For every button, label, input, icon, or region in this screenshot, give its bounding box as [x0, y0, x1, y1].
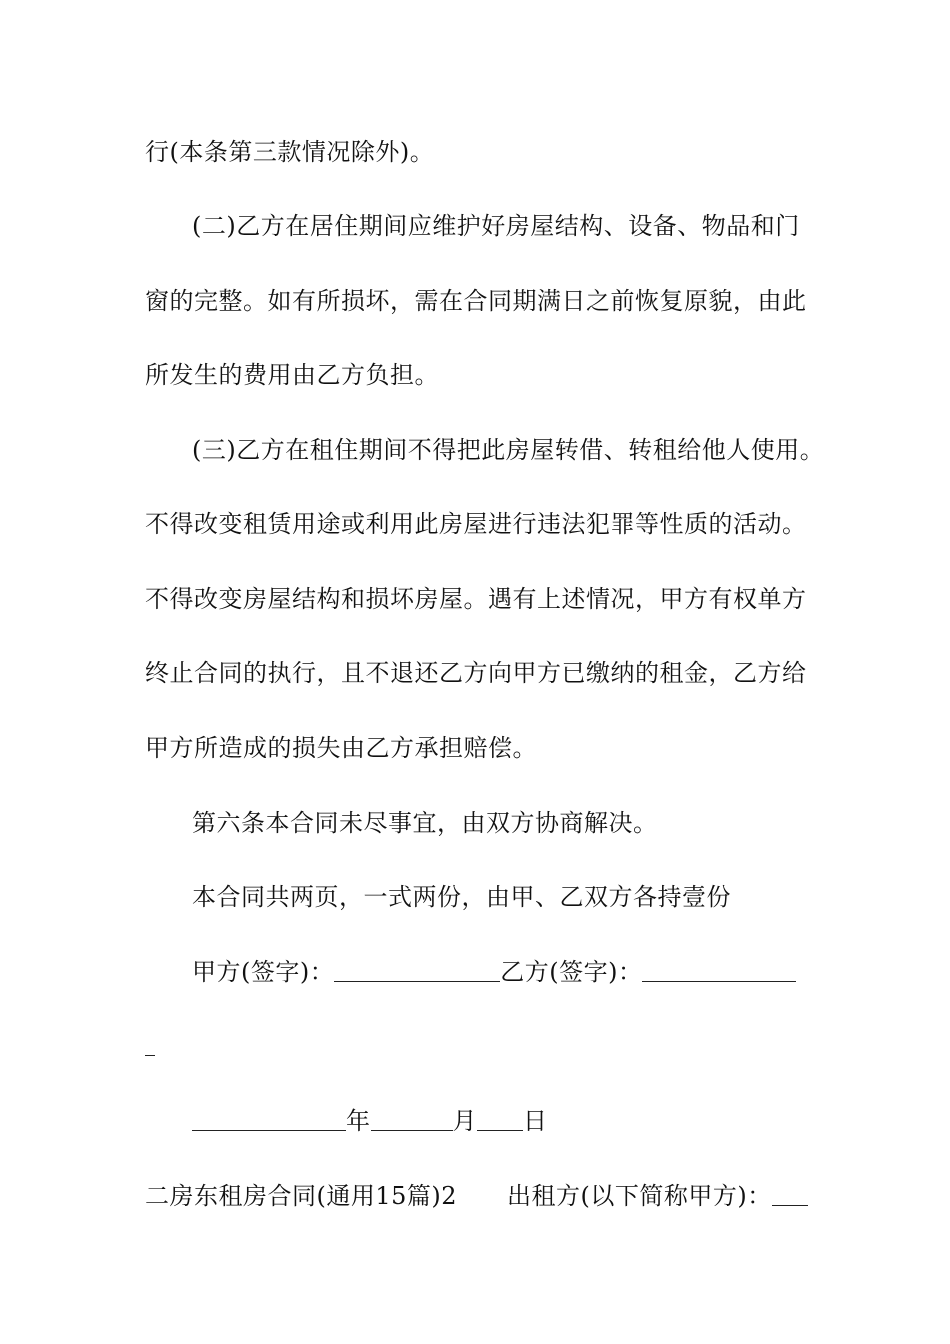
paragraph-line-9: 甲方所造成的损失由乙方承担赔偿。	[145, 734, 537, 762]
continuation-blank	[145, 1033, 155, 1056]
month-blank	[371, 1108, 453, 1131]
lessor-label: 出租方(以下简称甲方)：	[507, 1182, 772, 1210]
paragraph-line-7: 不得改变房屋结构和损坏房屋。遇有上述情况，甲方有权单方	[145, 585, 807, 613]
day-label: 日	[523, 1107, 548, 1135]
lessor-blank	[772, 1183, 808, 1206]
party-b-signature-label: 乙方(签字)：	[500, 958, 643, 986]
paragraph-line-2: (二)乙方在居住期间应维护好房屋结构、设备、物品和门	[192, 212, 800, 240]
party-b-signature-blank	[642, 959, 796, 982]
day-blank	[477, 1108, 523, 1131]
paragraph-line-8: 终止合同的执行，且不退还乙方向甲方已缴纳的租金，乙方给	[145, 659, 807, 687]
party-a-signature-label: 甲方(签字)：	[192, 958, 335, 986]
article-six-line: 第六条本合同未尽事宜，由双方协商解决。	[192, 809, 658, 837]
signature-blank-continuation	[145, 1031, 155, 1061]
paragraph-line-1: 行(本条第三款情况除外)。	[145, 138, 435, 166]
paragraph-line-4: 所发生的费用由乙方负担。	[145, 361, 439, 389]
signature-line	[192, 957, 796, 987]
year-label: 年	[346, 1107, 371, 1135]
party-a-signature-blank	[334, 959, 500, 982]
next-contract-line	[145, 1181, 808, 1211]
paragraph-line-6: 不得改变租赁用途或利用此房屋进行违法犯罪等性质的活动。	[145, 510, 807, 538]
copies-line: 本合同共两页，一式两份，由甲、乙双方各持壹份	[192, 883, 731, 911]
month-label: 月	[452, 1107, 477, 1135]
year-blank	[192, 1108, 346, 1131]
next-contract-title: 二房东租房合同(通用15篇)2	[145, 1182, 458, 1210]
date-line	[192, 1106, 548, 1136]
paragraph-line-5: (三)乙方在租住期间不得把此房屋转借、转租给他人使用。	[192, 436, 825, 464]
paragraph-line-3: 窗的完整。如有所损坏，需在合同期满日之前恢复原貌，由此	[145, 287, 807, 315]
